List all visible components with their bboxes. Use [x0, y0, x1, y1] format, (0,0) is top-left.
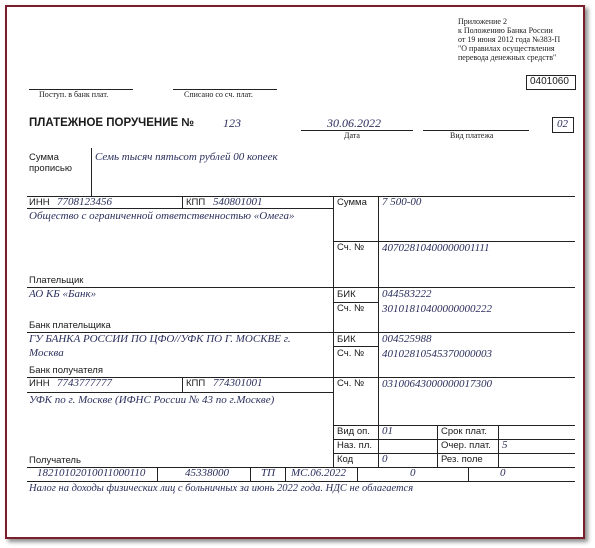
payment-type-label: Вид платежа: [450, 131, 494, 140]
annex-line-2: к Положению Банка России: [458, 26, 553, 35]
payer-bank-corr-account: 30101810400000000222: [382, 303, 492, 315]
payment-purpose: Налог на доходы физических лиц с больничных за июнь 2022 года. НДС не облагается: [29, 483, 414, 494]
form-code-box: [526, 75, 576, 90]
amount-label: Сумма: [337, 197, 367, 208]
payee-name: УФК по г. Москве (ИФНС России № 43 по г.Москве): [29, 394, 275, 406]
payer-name: Общество с ограниченной ответственностью «Омега»: [29, 210, 295, 222]
status-code: 02: [557, 118, 568, 130]
payer-bank-label: Банк плательщика: [29, 320, 111, 331]
grid-divider: [182, 377, 183, 392]
purpose-code-label: Наз. пл.: [337, 440, 372, 451]
annex-line-3: от 19 июня 2012 года №383-П: [458, 35, 561, 44]
order-number: 123: [223, 116, 241, 130]
payee-bank-account-label: Сч. №: [337, 348, 365, 359]
tax-period: МС.06.2022: [291, 467, 346, 479]
payer-bank-account-label: Сч. №: [337, 303, 365, 314]
payee-bank-bik-label: БИК: [337, 334, 356, 345]
tax-doc-number: 0: [410, 467, 416, 479]
payee-account-label: Сч. №: [337, 378, 365, 389]
op-type-label: Вид оп.: [337, 426, 370, 437]
payer-bank-bik: 044583222: [382, 288, 432, 300]
annex-line-5: перевода денежных средств": [458, 53, 557, 62]
tax-basis: ТП: [261, 467, 276, 479]
status-box: [552, 117, 574, 133]
grid-divider: [250, 467, 251, 481]
payer-kpp-label: КПП: [186, 197, 206, 208]
debited-label: Списано со сч. плат.: [184, 90, 253, 99]
order-date: 30.06.2022: [327, 116, 381, 130]
payee-bank-name-line-1: ГУ БАНКА РОССИИ ПО ЦФО//УФК ПО Г. МОСКВЕ г.: [29, 333, 291, 345]
grid-divider: [285, 467, 286, 481]
payee-bank-bik: 004525988: [382, 333, 432, 345]
amount-words-label-1: Сумма: [29, 152, 59, 163]
amount-in-words: Семь тысяч пятьсот рублей 00 копеек: [95, 151, 278, 163]
payer-label: Плательщик: [29, 275, 84, 286]
tax-oktmo: 45338000: [185, 467, 229, 479]
payment-order-form: [5, 5, 585, 539]
payer-account: 40702810400000001111: [382, 242, 490, 254]
amount-words-divider: [91, 148, 92, 196]
amount-words-label-2: прописью: [29, 163, 72, 174]
grid-line: [27, 481, 575, 482]
due-date-label: Срок плат.: [441, 426, 487, 437]
payer-inn: 7708123456: [57, 196, 112, 208]
grid-line: [27, 392, 333, 393]
grid-divider: [182, 196, 183, 208]
form-code: 0401060: [530, 76, 569, 87]
annex-note: [458, 17, 560, 62]
payer-account-label: Сч. №: [337, 242, 365, 253]
tax-doc-date: 0: [500, 467, 506, 479]
payee-label: Получатель: [29, 455, 81, 466]
priority-value: 5: [502, 439, 508, 451]
grid-divider: [468, 467, 469, 481]
payee-account: 03100643000000017300: [382, 378, 492, 390]
priority-label: Очер. плат.: [441, 440, 491, 451]
payee-kpp-label: КПП: [186, 378, 206, 389]
grid-divider: [333, 196, 334, 467]
grid-line: [333, 346, 378, 347]
op-type: 01: [382, 425, 393, 437]
grid-divider: [378, 196, 379, 467]
payee-bank-label: Банк получателя: [29, 365, 103, 376]
payee-inn-label: ИНН: [29, 378, 50, 389]
grid-divider: [437, 425, 438, 467]
amount-value: 7 500-00: [382, 196, 422, 208]
payee-inn: 7743777777: [57, 377, 112, 389]
date-label: Дата: [344, 131, 360, 140]
reserve-label: Рез. поле: [441, 454, 483, 465]
grid-divider: [498, 425, 499, 467]
payer-inn-label: ИНН: [29, 197, 50, 208]
document-title: ПЛАТЕЖНОЕ ПОРУЧЕНИЕ №: [29, 117, 195, 129]
code-label: Код: [337, 454, 354, 465]
grid-divider: [157, 467, 158, 481]
grid-line: [27, 287, 575, 288]
grid-line: [27, 208, 333, 209]
code-value: 0: [382, 453, 388, 465]
payer-bank-bik-label: БИК: [337, 289, 356, 300]
tax-kbk: 18210102010011000110: [37, 467, 146, 479]
received-label: Поступ. в банк плат.: [39, 90, 109, 99]
payee-bank-corr-account: 40102810545370000003: [382, 348, 492, 360]
annex-line-1: Приложение 2: [458, 17, 507, 26]
grid-divider: [357, 467, 358, 481]
payer-kpp: 540801001: [213, 196, 263, 208]
payer-bank-name: АО КБ «Банк»: [29, 288, 97, 300]
payee-bank-name-line-2: Москва: [29, 347, 64, 359]
payee-kpp: 774301001: [213, 377, 263, 389]
annex-line-4: "О правилах осуществления: [458, 44, 555, 53]
